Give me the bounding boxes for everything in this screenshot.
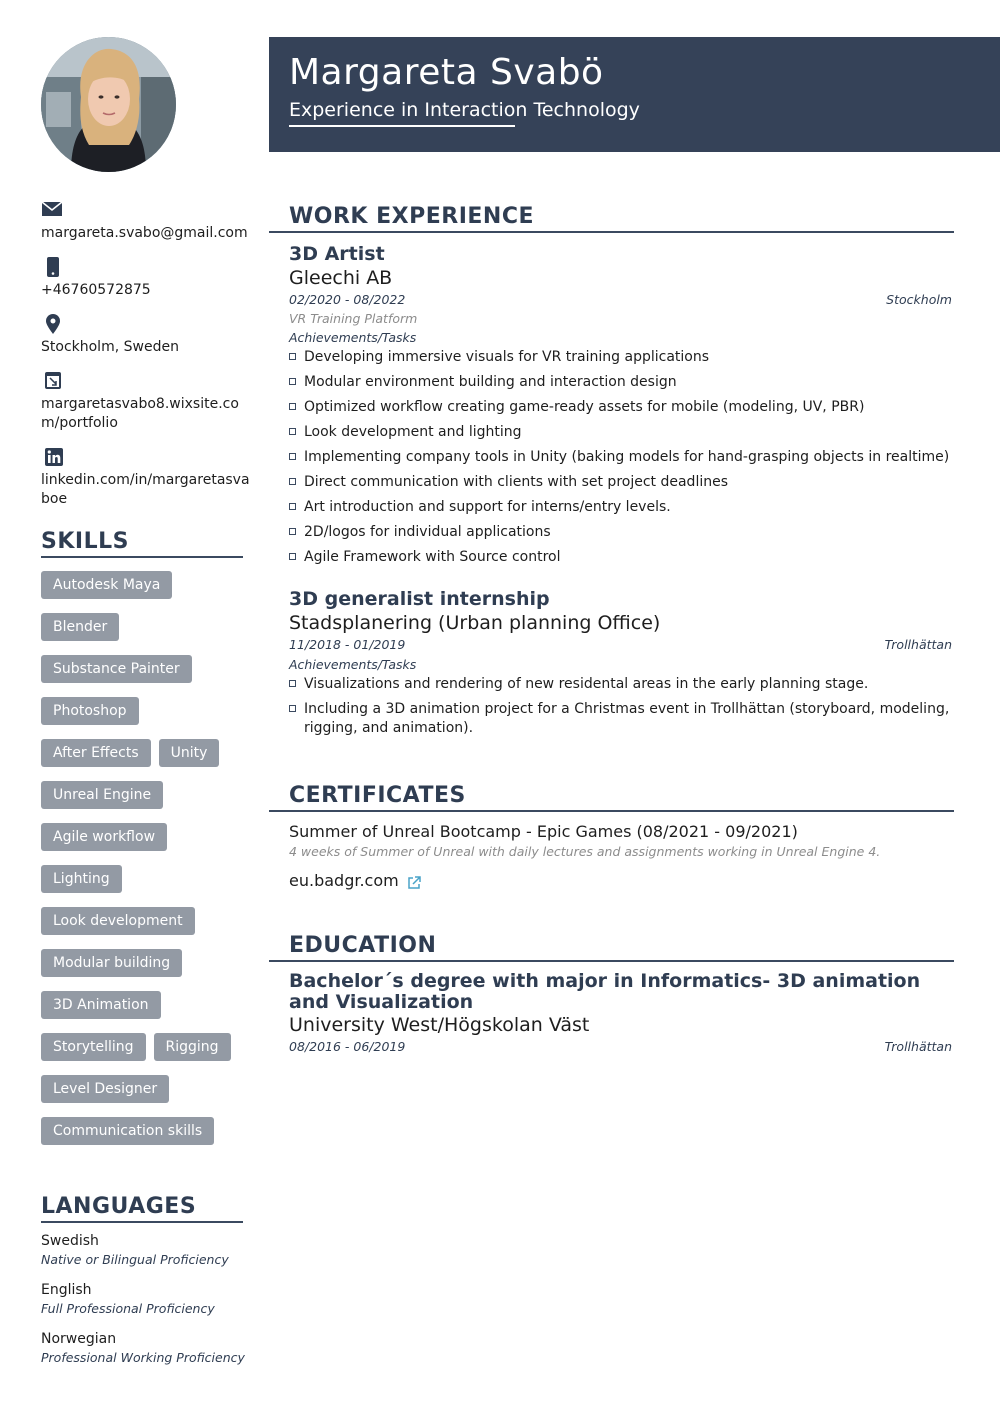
skill-chip: 3D Animation	[41, 991, 161, 1019]
contact-email[interactable]	[41, 200, 251, 243]
job-company: Gleechi AB	[289, 267, 393, 289]
task-item	[289, 498, 954, 517]
education-heading: EDUCATION	[269, 931, 954, 962]
job-title: 3D generalist internship	[289, 588, 550, 610]
bullet-square-icon	[289, 453, 296, 460]
task-item	[289, 348, 954, 367]
school-name: University West/Högskolan Väst	[289, 1014, 590, 1036]
language-level: Full Professional Proficiency	[41, 1301, 215, 1316]
bullet-square-icon	[289, 353, 296, 360]
contact-phone[interactable]	[41, 257, 251, 300]
task-list	[289, 675, 954, 738]
language-name: Norwegian	[41, 1331, 117, 1347]
external-link-icon[interactable]	[407, 874, 421, 888]
task-item	[289, 398, 954, 417]
contact-email-text: margareta.svabo@gmail.com	[41, 225, 248, 241]
language-item	[41, 1232, 256, 1269]
skill-chip: Look development	[41, 907, 195, 935]
contact-location	[41, 314, 251, 357]
achievements-label: Achievements/Tasks	[289, 330, 417, 345]
certificate-description: 4 weeks of Summer of Unreal with daily lectures and assignments working in Unreal Engine 4.	[289, 844, 881, 859]
job-meta	[289, 635, 954, 655]
task-text: 2D/logos for individual applications	[304, 524, 551, 540]
languages-list	[41, 1232, 256, 1379]
work-experience-heading: WORK EXPERIENCE	[269, 202, 954, 233]
task-text: Agile Framework with Source control	[304, 549, 561, 565]
skill-chip: Storytelling	[41, 1033, 146, 1061]
language-level: Professional Working Proficiency	[41, 1350, 245, 1365]
task-text: Developing immersive visuals for VR training applications	[304, 349, 710, 365]
task-item	[289, 473, 954, 492]
job-subtitle: VR Training Platform	[289, 311, 418, 326]
skill-chip: Lighting	[41, 865, 122, 893]
task-text: Optimized workflow creating game-ready assets for mobile (modeling, UV, PBR)	[304, 399, 865, 415]
bullet-square-icon	[289, 403, 296, 410]
contact-portfolio[interactable]	[41, 371, 251, 433]
skill-chip: Photoshop	[41, 697, 139, 725]
skill-chip: Modular building	[41, 949, 182, 977]
education-location: Trollhättan	[884, 1039, 952, 1054]
task-item	[289, 373, 954, 392]
contact-linkedin-text: linkedin.com/in/margaretasvaboe	[41, 472, 250, 507]
bullet-square-icon	[289, 528, 296, 535]
task-item	[289, 523, 954, 542]
portfolio-link-icon	[41, 371, 65, 393]
degree-title: Bachelor´s degree with major in Informatics- 3D animation and Visualization	[289, 970, 921, 1013]
task-text: Direct communication with clients with set project deadlines	[304, 474, 728, 490]
skill-chip: Communication skills	[41, 1117, 214, 1145]
skill-chip: Unreal Engine	[41, 781, 163, 809]
skill-chip: After Effects	[41, 739, 151, 767]
bullet-square-icon	[289, 428, 296, 435]
task-text: Modular environment building and interaction design	[304, 374, 677, 390]
certificate-title: Summer of Unreal Bootcamp - Epic Games (08/2021 - 09/2021)	[289, 822, 798, 841]
skill-chip: Substance Painter	[41, 655, 192, 683]
education-meta	[289, 1037, 954, 1057]
language-name: English	[41, 1282, 92, 1298]
bullet-square-icon	[289, 478, 296, 485]
skill-chip: Unity	[159, 739, 220, 767]
job-location: Trollhättan	[884, 637, 952, 652]
job-meta	[289, 290, 954, 310]
task-list	[289, 348, 954, 567]
contact-portfolio-text: margaretasvabo8.wixsite.com/portfolio	[41, 396, 239, 431]
linkedin-icon	[41, 447, 65, 469]
task-text: Including a 3D animation project for a Christmas event in Trollhättan (storyboard, modeling, rigging, and animation).	[304, 701, 950, 736]
skill-chip: Agile workflow	[41, 823, 167, 851]
language-name: Swedish	[41, 1233, 99, 1249]
task-text: Art introduction and support for interns/entry levels.	[304, 499, 671, 515]
bullet-square-icon	[289, 378, 296, 385]
skills-heading: SKILLS	[41, 528, 243, 558]
contact-phone-text: +46760572875	[41, 282, 151, 298]
bullet-square-icon	[289, 680, 296, 687]
task-item	[289, 675, 954, 694]
task-text: Implementing company tools in Unity (baking models for hand-grasping objects in realtime)	[304, 449, 950, 465]
job-dates: 02/2020 - 08/2022	[289, 292, 406, 307]
task-text: Visualizations and rendering of new residental areas in the early planning stage.	[304, 676, 869, 692]
certificates-heading: CERTIFICATES	[269, 781, 954, 812]
candidate-name: Margareta Svabö	[289, 52, 604, 93]
mobile-phone-icon	[41, 257, 65, 279]
skill-chip: Rigging	[154, 1033, 231, 1061]
skill-chip: Autodesk Maya	[41, 571, 172, 599]
candidate-tagline: Experience in Interaction Technology	[289, 99, 640, 121]
education-meta-wrap	[289, 1037, 954, 1057]
certificate-link-text[interactable]: eu.badgr.com	[289, 871, 399, 890]
task-item	[289, 448, 954, 467]
job-location: Stockholm	[886, 292, 952, 307]
achievements-label: Achievements/Tasks	[289, 657, 417, 672]
job-title: 3D Artist	[289, 243, 385, 265]
skills-list	[41, 571, 256, 1159]
job-dates: 11/2018 - 01/2019	[289, 637, 406, 652]
task-item	[289, 423, 954, 442]
contact-linkedin[interactable]	[41, 447, 251, 509]
language-item	[41, 1281, 256, 1318]
contact-location-text: Stockholm, Sweden	[41, 339, 179, 355]
location-pin-icon	[41, 314, 65, 336]
certificate-link[interactable]	[289, 870, 954, 892]
languages-heading: LANGUAGES	[41, 1193, 243, 1223]
job-entry	[289, 242, 954, 573]
task-item	[289, 548, 954, 567]
tagline-underline	[289, 125, 515, 127]
job-company: Stadsplanering (Urban planning Office)	[289, 612, 661, 634]
profile-photo	[41, 37, 176, 172]
education-dates: 08/2016 - 06/2019	[289, 1039, 406, 1054]
skill-chip: Level Designer	[41, 1075, 169, 1103]
language-item	[41, 1330, 256, 1367]
bullet-square-icon	[289, 503, 296, 510]
language-level: Native or Bilingual Proficiency	[41, 1252, 229, 1267]
envelope-icon	[41, 200, 65, 222]
job-entry	[289, 587, 954, 744]
resume-header	[269, 37, 1000, 152]
education-entry	[289, 971, 954, 1057]
task-item	[289, 700, 954, 738]
sidebar	[0, 0, 268, 1415]
certificate-entry	[289, 821, 954, 892]
task-text: Look development and lighting	[304, 424, 522, 440]
skill-chip: Blender	[41, 613, 119, 641]
bullet-square-icon	[289, 705, 296, 712]
bullet-square-icon	[289, 553, 296, 560]
